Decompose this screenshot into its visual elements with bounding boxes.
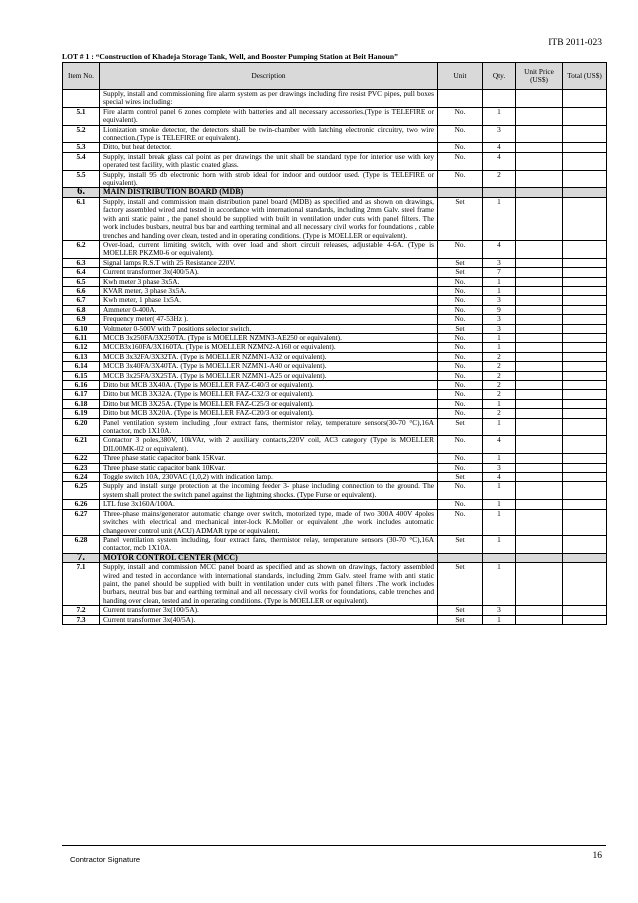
item-number-cell: 5.4: [63, 152, 100, 170]
quantity-cell: 3: [483, 606, 516, 615]
item-number-cell: 6.17: [63, 390, 100, 399]
total-cell: [563, 90, 607, 108]
quantity-cell: 1: [483, 500, 516, 509]
table-row: [63, 343, 607, 352]
unit-price-cell: [516, 454, 563, 463]
description-cell: Supply, install break glass cal point as per drawings the unit shall be standard type for interior use with key operated test facility, with plastic coated glass.: [100, 152, 438, 170]
description-cell: Contactor 3 poles,380V, 10kVAr, with 2 auxiliary contacts,220V coil, AC3 category (Type is MOELLER DIL00MK-02 or equivalent).: [100, 436, 438, 454]
total-cell: [563, 473, 607, 482]
table-row: [63, 90, 607, 108]
quantity-cell: 3: [483, 296, 516, 305]
description-cell: KVAR meter, 3 phase 3x5A.: [100, 286, 438, 295]
total-cell: [563, 240, 607, 258]
total-cell: [563, 152, 607, 170]
quantity-cell: 2: [483, 170, 516, 188]
total-cell: [563, 125, 607, 143]
unit-cell: Set: [438, 268, 483, 277]
description-cell: Frequency meter( 47-53Hz ).: [100, 315, 438, 324]
total-cell: [563, 482, 607, 500]
table-body: [63, 90, 607, 625]
quantity-cell: 3: [483, 125, 516, 143]
table-row: [63, 509, 607, 535]
quantity-cell: 3: [483, 324, 516, 333]
unit-price-cell: [516, 553, 563, 562]
unit-price-cell: [516, 390, 563, 399]
item-number-cell: 6.20: [63, 418, 100, 436]
description-cell: Lionization smoke detector, the detectors shall be twin-chamber with latching electronic circuitry, two wire connection.(Type is TELEFIRE or equivalent).: [100, 125, 438, 143]
unit-cell: No.: [438, 315, 483, 324]
item-number-cell: 6.25: [63, 482, 100, 500]
unit-price-cell: [516, 535, 563, 553]
total-cell: [563, 324, 607, 333]
quantity-cell: 1: [483, 286, 516, 295]
unit-price-cell: [516, 125, 563, 143]
total-cell: [563, 258, 607, 267]
table-row: [63, 500, 607, 509]
item-number-cell: 6.8: [63, 305, 100, 314]
quantity-cell: [483, 188, 516, 197]
table-row: [63, 615, 607, 624]
quantity-cell: 1: [483, 333, 516, 342]
item-number-cell: 6.6: [63, 286, 100, 295]
unit-cell: Set: [438, 258, 483, 267]
description-cell: Ditto, but heat detector.: [100, 143, 438, 152]
unit-cell: No.: [438, 463, 483, 472]
table-row: [63, 197, 607, 240]
unit-cell: No.: [438, 362, 483, 371]
unit-price-cell: [516, 463, 563, 472]
description-cell: MAIN DISTRIBUTION BOARD (MDB): [100, 188, 438, 197]
item-number-cell: 6.19: [63, 409, 100, 418]
table-row: [63, 170, 607, 188]
unit-cell: No.: [438, 509, 483, 535]
table-row: [63, 606, 607, 615]
table-row: [63, 125, 607, 143]
quantity-cell: 1: [483, 277, 516, 286]
total-cell: [563, 170, 607, 188]
total-cell: [563, 418, 607, 436]
total-cell: [563, 463, 607, 472]
description-cell: Ditto but MCB 3X40A. (Type is MOELLER FAZ-C40/3 or equivalent).: [100, 381, 438, 390]
unit-cell: Set: [438, 615, 483, 624]
unit-price-cell: [516, 286, 563, 295]
total-cell: [563, 315, 607, 324]
description-cell: Current transformer 3x(400/5A).: [100, 268, 438, 277]
unit-cell: No.: [438, 143, 483, 152]
unit-cell: No.: [438, 333, 483, 342]
description-cell: Three phase static capacitor bank 15Kvar.: [100, 454, 438, 463]
table-row: [63, 409, 607, 418]
unit-cell: No.: [438, 482, 483, 500]
item-number-cell: 6.9: [63, 315, 100, 324]
item-number-cell: 6.16: [63, 381, 100, 390]
column-header-unit-price: Unit Price (US$): [516, 63, 563, 90]
column-header-qty: Qty.: [483, 63, 516, 90]
unit-cell: No.: [438, 152, 483, 170]
unit-cell: Set: [438, 324, 483, 333]
unit-price-cell: [516, 170, 563, 188]
quantity-cell: [483, 90, 516, 108]
description-cell: MCCB 3x250FA/3X250TA. (Type is MOELLER NZMN3-AE250 or equivalent).: [100, 333, 438, 342]
table-row: [63, 315, 607, 324]
total-cell: [563, 268, 607, 277]
item-number-cell: 6.10: [63, 324, 100, 333]
description-cell: Panel ventilation system including ,four extract fans, thermistor relay, temperature sensors(30-70 °C),16A contactor, mcb 1X10A.: [100, 418, 438, 436]
table-row: [63, 482, 607, 500]
description-cell: Fire alarm control panel 6 zones complete with batteries and all necessary accessories.(Type is TELEFIRE or equivalent).: [100, 107, 438, 125]
item-number-cell: 6.11: [63, 333, 100, 342]
description-cell: Kwh meter 3 phase 3x5A.: [100, 277, 438, 286]
total-cell: [563, 500, 607, 509]
quantity-cell: 7: [483, 268, 516, 277]
unit-cell: Set: [438, 418, 483, 436]
unit-cell: No.: [438, 277, 483, 286]
table-row: [63, 143, 607, 152]
unit-cell: No.: [438, 240, 483, 258]
document-reference: ITB 2011-023: [548, 38, 602, 48]
total-cell: [563, 436, 607, 454]
table-row: [63, 240, 607, 258]
description-cell: Current transformer 3x(40/5A).: [100, 615, 438, 624]
quantity-cell: 1: [483, 615, 516, 624]
column-header-description: Description: [100, 63, 438, 90]
unit-price-cell: [516, 482, 563, 500]
quantity-cell: 4: [483, 143, 516, 152]
column-header-item-no: Item No.: [63, 63, 100, 90]
unit-price-cell: [516, 371, 563, 380]
unit-price-cell: [516, 188, 563, 197]
unit-cell: No.: [438, 343, 483, 352]
item-number-cell: 6.24: [63, 473, 100, 482]
table-row: [63, 268, 607, 277]
item-number-cell: 6.18: [63, 399, 100, 408]
quantity-cell: 4: [483, 240, 516, 258]
description-cell: LTL fuse 3x160A/100A.: [100, 500, 438, 509]
column-header-unit: Unit: [438, 63, 483, 90]
unit-price-cell: [516, 352, 563, 361]
item-number-cell: 6.5: [63, 277, 100, 286]
item-number-cell: 6.22: [63, 454, 100, 463]
unit-price-cell: [516, 473, 563, 482]
unit-cell: No.: [438, 305, 483, 314]
total-cell: [563, 371, 607, 380]
quantity-cell: 1: [483, 418, 516, 436]
total-cell: [563, 606, 607, 615]
total-cell: [563, 509, 607, 535]
unit-cell: [438, 188, 483, 197]
unit-price-cell: [516, 615, 563, 624]
table-header-row: [63, 63, 607, 90]
quantity-cell: 4: [483, 152, 516, 170]
unit-price-cell: [516, 90, 563, 108]
description-cell: Three-phase mains/generator automatic change over switch, motorized type, made of two 300A 400V 4poles switches with electrical and mechanical inter-lock K.Moller or equivalent ,the work includes automatic changeover control unit (ACU) ADMAR type or equivalent.: [100, 509, 438, 535]
unit-price-cell: [516, 258, 563, 267]
quantity-cell: 2: [483, 381, 516, 390]
total-cell: [563, 535, 607, 553]
total-cell: [563, 197, 607, 240]
table-row: [63, 390, 607, 399]
unit-cell: No.: [438, 371, 483, 380]
unit-price-cell: [516, 296, 563, 305]
total-cell: [563, 615, 607, 624]
unit-cell: No.: [438, 454, 483, 463]
item-number-cell: 6.1: [63, 197, 100, 240]
description-cell: Signal lamps R.S.T with 25 Resistance 220V.: [100, 258, 438, 267]
item-number-cell: 6.4: [63, 268, 100, 277]
unit-price-cell: [516, 107, 563, 125]
item-number-cell: 7.3: [63, 615, 100, 624]
quantity-cell: 1: [483, 197, 516, 240]
description-cell: Supply, install 95 db electronic horn with strob ideal for indoor and outdoor used. (Type is TELEFIRE or equivalent).: [100, 170, 438, 188]
item-number-cell: 6.13: [63, 352, 100, 361]
quantity-cell: 2: [483, 409, 516, 418]
bill-of-quantities-table: [62, 62, 607, 625]
description-cell: MCCB3x160FA/3X160TA. (Type is MOELLER NZMN2-A160 or equivalent).: [100, 343, 438, 352]
unit-price-cell: [516, 197, 563, 240]
total-cell: [563, 362, 607, 371]
item-number-cell: 5.1: [63, 107, 100, 125]
unit-price-cell: [516, 606, 563, 615]
item-number-cell: 6.2: [63, 240, 100, 258]
unit-cell: No.: [438, 381, 483, 390]
item-number-cell: [63, 90, 100, 108]
table-row: [63, 563, 607, 606]
unit-price-cell: [516, 333, 563, 342]
quantity-cell: 1: [483, 563, 516, 606]
unit-price-cell: [516, 436, 563, 454]
quantity-cell: 1: [483, 107, 516, 125]
unit-cell: Set: [438, 606, 483, 615]
description-cell: Ditto but MCB 3X20A. (Type is MOELLER FAZ-C20/3 or equivalent).: [100, 409, 438, 418]
unit-price-cell: [516, 362, 563, 371]
item-number-cell: 6.7: [63, 296, 100, 305]
unit-price-cell: [516, 315, 563, 324]
unit-price-cell: [516, 343, 563, 352]
total-cell: [563, 409, 607, 418]
quantity-cell: 4: [483, 473, 516, 482]
quantity-cell: 1: [483, 343, 516, 352]
unit-cell: No.: [438, 125, 483, 143]
lot-title: LOT # 1 : “Construction of Khadeja Storage Tank, Well, and Booster Pumping Station at Beit Hanoun”: [62, 52, 398, 61]
description-cell: Ammeter 0-400A.: [100, 305, 438, 314]
quantity-cell: 1: [483, 509, 516, 535]
quantity-cell: 3: [483, 463, 516, 472]
description-cell: Ditto but MCB 3X25A. (Type is MOELLER FAZ-C25/3 or equivalent).: [100, 399, 438, 408]
item-number-cell: 5.5: [63, 170, 100, 188]
description-cell: Supply, install and commission MCC panel board as specified and as shown on drawings, factory assembled wired and tested in accordance with international standards, including 2mm Galv. steel frame with anti static paint, the panel should be supplied with built in ventilation under cuts with panel filters .The work includes burbars, neutral bus bar and earthing terminal and all necessary civil works for foundations, cable trenches and handing over clean, tested and in operating conditions. (Type is MOELLER or equivalent).: [100, 563, 438, 606]
footer-divider: [62, 845, 606, 846]
item-number-cell: 6.27: [63, 509, 100, 535]
item-number-cell: 6.3: [63, 258, 100, 267]
table-row: [63, 107, 607, 125]
quantity-cell: 1: [483, 454, 516, 463]
description-cell: MCCB 3x40FA/3X40TA. (Type is MOELLER NZMN1-A40 or equivalent).: [100, 362, 438, 371]
table-row: [63, 152, 607, 170]
unit-price-cell: [516, 240, 563, 258]
quantity-cell: 2: [483, 352, 516, 361]
quantity-cell: 1: [483, 399, 516, 408]
unit-price-cell: [516, 509, 563, 535]
quantity-cell: 2: [483, 390, 516, 399]
page-number: 16: [592, 851, 602, 861]
total-cell: [563, 343, 607, 352]
table-row: [63, 454, 607, 463]
item-number-cell: 5.2: [63, 125, 100, 143]
unit-price-cell: [516, 418, 563, 436]
unit-cell: No.: [438, 107, 483, 125]
quantity-cell: 4: [483, 436, 516, 454]
unit-price-cell: [516, 152, 563, 170]
unit-cell: No.: [438, 500, 483, 509]
description-cell: Current transformer 3x(100/5A).: [100, 606, 438, 615]
unit-price-cell: [516, 399, 563, 408]
item-number-cell: 6.15: [63, 371, 100, 380]
quantity-cell: 1: [483, 482, 516, 500]
total-cell: [563, 143, 607, 152]
unit-cell: Set: [438, 473, 483, 482]
unit-cell: Set: [438, 563, 483, 606]
description-cell: Voltmeter 0-500V with 7 positions selector switch.: [100, 324, 438, 333]
column-header-total: Total (US$): [563, 63, 607, 90]
unit-price-cell: [516, 381, 563, 390]
item-number-cell: 6.12: [63, 343, 100, 352]
unit-price-cell: [516, 277, 563, 286]
unit-cell: Set: [438, 197, 483, 240]
unit-cell: No.: [438, 390, 483, 399]
quantity-cell: 1: [483, 535, 516, 553]
table-row: [63, 362, 607, 371]
unit-cell: No.: [438, 399, 483, 408]
unit-cell: [438, 90, 483, 108]
unit-cell: No.: [438, 296, 483, 305]
unit-price-cell: [516, 305, 563, 314]
total-cell: [563, 563, 607, 606]
unit-cell: No.: [438, 436, 483, 454]
description-cell: Supply, install and commissioning fire alarm system as per drawings including fire resist PVC pipes, pull boxes special wires including:: [100, 90, 438, 108]
total-cell: [563, 107, 607, 125]
description-cell: Over-load, current limiting switch, with over load and short circuit releases, adjustable 4-6A. (Type is MOELLER PKZM0-6 or equivalent).: [100, 240, 438, 258]
unit-price-cell: [516, 143, 563, 152]
unit-cell: No.: [438, 409, 483, 418]
total-cell: [563, 333, 607, 342]
unit-cell: No.: [438, 286, 483, 295]
total-cell: [563, 553, 607, 562]
unit-cell: No.: [438, 352, 483, 361]
description-cell: MCCB 3x32FA/3X32TA. (Type is MOELLER NZMN1-A32 or equivalent).: [100, 352, 438, 361]
contractor-signature-label: Contractor Signature: [70, 855, 141, 864]
total-cell: [563, 454, 607, 463]
item-number-cell: 7.1: [63, 563, 100, 606]
unit-price-cell: [516, 500, 563, 509]
table-row: [63, 436, 607, 454]
total-cell: [563, 305, 607, 314]
item-number-cell: 6.14: [63, 362, 100, 371]
description-cell: Kwh meter, 1 phase 1x5A.: [100, 296, 438, 305]
total-cell: [563, 286, 607, 295]
unit-price-cell: [516, 268, 563, 277]
item-number-cell: 7.: [63, 553, 100, 562]
quantity-cell: 9: [483, 305, 516, 314]
description-cell: Supply, install and commission main distribution panel board (MDB) as specified and as shown on drawings, factory assembled wired and tested in accordance with international standards, including 2mm Galv. steel frame with anti static paint , the panel should be supplied with built in ventilation under cuts with panel filters. The work includes busbars, neutral bus bar and earthing terminal and all necessary civil works for foundations , cable trenches and handing over clean, tested and in operating conditions. (Type is MOELLER or equivalent).: [100, 197, 438, 240]
quantity-cell: 3: [483, 258, 516, 267]
description-cell: MCCB 3x25FA/3X25TA. (Type is MOELLER NZMN1-A25 or equivalent).: [100, 371, 438, 380]
unit-cell: No.: [438, 170, 483, 188]
unit-price-cell: [516, 409, 563, 418]
quantity-cell: 2: [483, 362, 516, 371]
unit-price-cell: [516, 563, 563, 606]
description-cell: Toggle switch 10A, 230VAC (1,0,2) with indication lamp.: [100, 473, 438, 482]
item-number-cell: 6.23: [63, 463, 100, 472]
total-cell: [563, 390, 607, 399]
total-cell: [563, 352, 607, 361]
description-cell: Panel ventilation system including, four extract fans, thermistor relay, temperature sensors (30-70 °C),16A contactor, mcb 1X10A.: [100, 535, 438, 553]
quantity-cell: 2: [483, 371, 516, 380]
item-number-cell: 6.: [63, 188, 100, 197]
unit-cell: Set: [438, 535, 483, 553]
description-cell: Supply and install surge protection at the incoming feeder 3- phase including connection to the ground. The system shall protect the switch panel against the lightning shocks. (Type Furse or equivalent).: [100, 482, 438, 500]
item-number-cell: 6.21: [63, 436, 100, 454]
total-cell: [563, 296, 607, 305]
total-cell: [563, 277, 607, 286]
item-number-cell: 5.3: [63, 143, 100, 152]
total-cell: [563, 188, 607, 197]
description-cell: Three phase static capacitor bank 10Kvar.: [100, 463, 438, 472]
item-number-cell: 6.26: [63, 500, 100, 509]
description-cell: MOTOR CONTROL CENTER (MCC): [100, 553, 438, 562]
description-cell: Ditto but MCB 3X32A. (Type is MOELLER FAZ-C32/3 or equivalent).: [100, 390, 438, 399]
table-row: [63, 535, 607, 553]
table-row: [63, 296, 607, 305]
total-cell: [563, 399, 607, 408]
unit-price-cell: [516, 324, 563, 333]
total-cell: [563, 381, 607, 390]
item-number-cell: 6.28: [63, 535, 100, 553]
item-number-cell: 7.2: [63, 606, 100, 615]
section-header-row: [63, 188, 607, 197]
quantity-cell: 3: [483, 315, 516, 324]
table-row: [63, 418, 607, 436]
